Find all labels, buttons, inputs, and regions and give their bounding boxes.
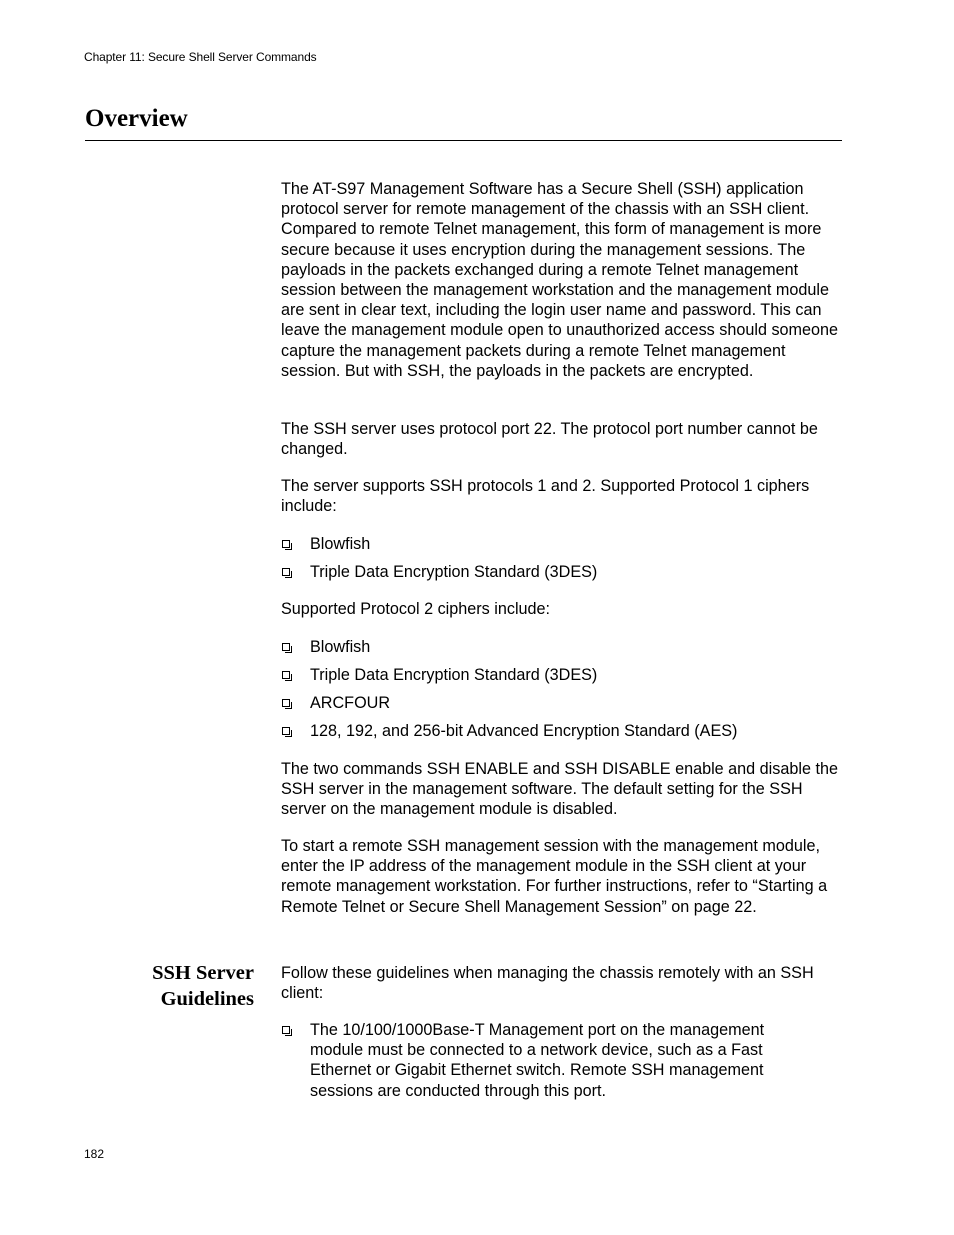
running-head: Chapter 11: Secure Shell Server Commands bbox=[84, 50, 317, 64]
list-item bbox=[281, 693, 841, 713]
list-item bbox=[281, 534, 841, 554]
guidelines-intro-text: Follow these guidelines when managing the chassis remotely with an SSH client: bbox=[281, 964, 814, 1003]
list-item-text: ARCFOUR bbox=[310, 694, 391, 712]
intro-text: The AT-S97 Management Software has a Secure Shell (SSH) application protocol server for remote management of the chassis with an SSH client. Compared to remote Telnet management, this form of management is more secure because it uses encryption during the management sessions. The payloads in the packets exchanged during a remote Telnet management session between the management workstation and the management module are sent in clear text, including the login user name and password. This can leave the management module open to unauthorized access should someone capture the management packets during a remote Telnet management session. But with SSH, the payloads in the packets are encrypted. bbox=[281, 180, 839, 380]
section-rule bbox=[85, 140, 842, 141]
checkbox-bullet-icon bbox=[282, 643, 290, 651]
port-paragraph bbox=[281, 419, 841, 459]
start-session-text: To start a remote SSH management session with the management module, enter the IP address of the management module in the SSH client at your remote management workstation. For further instructions, refer to “Starting a Remote Telnet or Secure Shell Management Session” on page 22. bbox=[281, 837, 828, 916]
list-item bbox=[281, 562, 841, 582]
checkbox-bullet-icon bbox=[282, 1026, 290, 1034]
checkbox-bullet-icon bbox=[282, 671, 290, 679]
checkbox-bullet-icon bbox=[282, 699, 290, 707]
list-item bbox=[281, 665, 841, 685]
protocol2-text: Supported Protocol 2 ciphers include: bbox=[281, 600, 551, 618]
guidelines-intro-paragraph bbox=[281, 963, 841, 1003]
list-item-text: Blowfish bbox=[310, 638, 371, 656]
list-item-text: Triple Data Encryption Standard (3DES) bbox=[310, 563, 598, 581]
protocols-paragraph bbox=[281, 476, 841, 516]
checkbox-bullet-icon bbox=[282, 568, 290, 576]
list-item-text: Blowfish bbox=[310, 535, 371, 553]
subsection-heading bbox=[100, 960, 254, 1012]
protocols-text: The server supports SSH protocols 1 and 2. Supported Protocol 1 ciphers include: bbox=[281, 477, 810, 516]
page-number: 182 bbox=[84, 1147, 105, 1161]
subsection-heading-line2: Guidelines bbox=[160, 988, 254, 1010]
checkbox-bullet-icon bbox=[282, 540, 290, 548]
port-text: The SSH server uses protocol port 22. The protocol port number cannot be changed. bbox=[281, 420, 818, 459]
list-item bbox=[281, 637, 841, 657]
protocol2-paragraph bbox=[281, 599, 841, 619]
list-item-text: 128, 192, and 256-bit Advanced Encryption Standard (AES) bbox=[310, 722, 738, 740]
intro-paragraph bbox=[281, 179, 841, 381]
start-session-paragraph bbox=[281, 836, 841, 917]
list-item-text: The 10/100/1000Base-T Management port on the management module must be connected to a network device, such as a Fast Ethernet or Gigabit Ethernet switch. Remote SSH management sessions are conducted through this port. bbox=[310, 1021, 765, 1100]
enable-disable-paragraph bbox=[281, 759, 841, 820]
checkbox-bullet-icon bbox=[282, 727, 290, 735]
list-item bbox=[281, 721, 841, 741]
list-item bbox=[281, 1020, 841, 1101]
enable-disable-text: The two commands SSH ENABLE and SSH DISABLE enable and disable the SSH server in the management software. The default setting for the SSH server on the management module is disabled. bbox=[281, 760, 838, 819]
list-item-text: Triple Data Encryption Standard (3DES) bbox=[310, 666, 598, 684]
subsection-heading-line1: SSH Server bbox=[152, 962, 254, 984]
section-title: Overview bbox=[85, 105, 188, 132]
